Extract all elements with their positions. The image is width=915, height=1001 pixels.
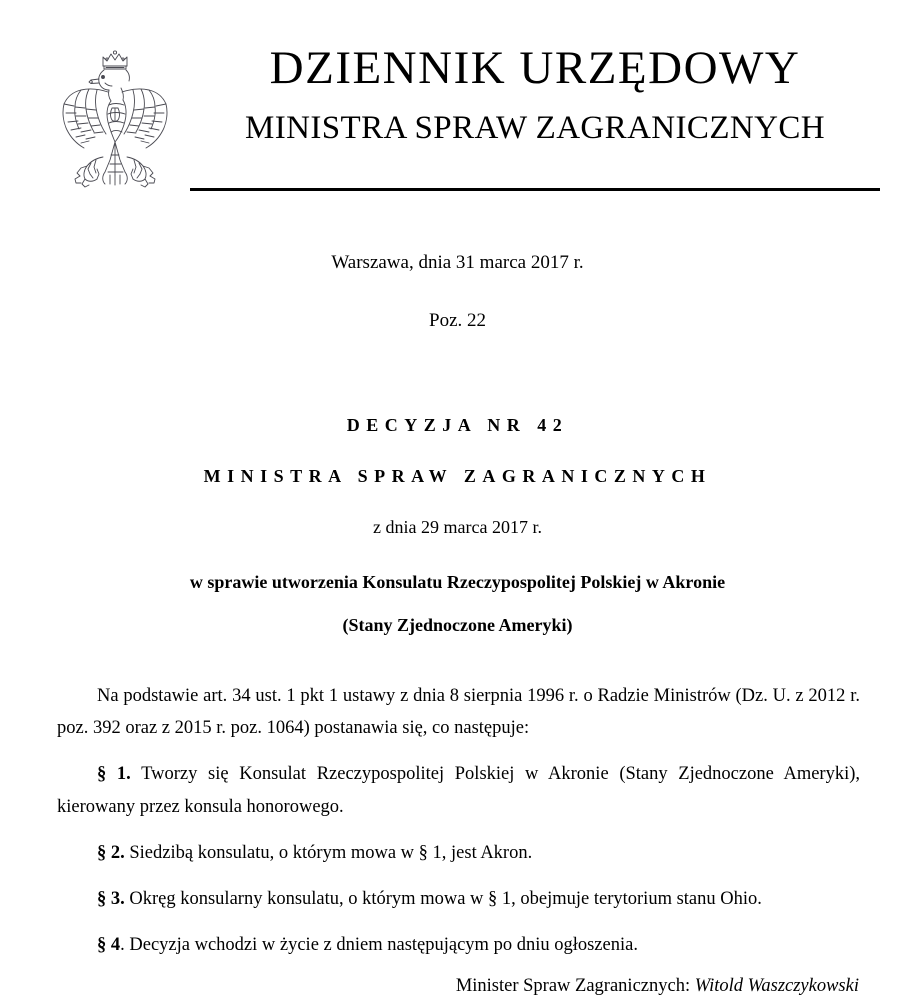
section-paragraph-2 [57, 837, 860, 870]
masthead-titles [190, 44, 880, 146]
section-marker-2: § 2. [97, 843, 125, 864]
polish-eagle-emblem-icon [55, 42, 175, 197]
section-marker-3: § 3. [97, 889, 125, 910]
decision-subject [0, 572, 915, 636]
document-body [0, 680, 915, 1001]
publication-subtitle: MINISTRA SPRAW ZAGRANICZNYCH [245, 109, 825, 146]
section-text-1: Tworzy się Konsulat Rzeczypospolitej Polskiej w Akronie (Stany Zjednoczone Ameryki), kierowany przez konsula honorowego. [57, 764, 861, 818]
publication-title: DZIENNIK URZĘDOWY [269, 42, 801, 94]
section-text-3: Okręg konsularny konsulatu, o którym mowa w § 1, obejmuje terytorium stanu Ohio. [124, 889, 762, 910]
section-paragraph-3 [57, 883, 860, 916]
section-marker-4: § 4 [97, 935, 121, 956]
section-text-2: Siedzibą konsulatu, o którym mowa w § 1, jest Akron. [124, 843, 533, 864]
decision-subject-line-1: w sprawie utworzenia Konsulatu Rzeczypospolitej Polskiej w Akronie [189, 572, 726, 593]
signature-name: Witold Waszczykowski [694, 976, 859, 997]
signature-office: Minister Spraw Zagranicznych: [455, 976, 691, 997]
issue-place-date: Warszawa, dnia 31 marca 2017 r. [331, 252, 584, 273]
section-marker-1: § 1. [97, 764, 131, 785]
decision-date: z dnia 29 marca 2017 r. [373, 516, 542, 537]
section-text-4: . Decyzja wchodzi w życie z dniem następującym po dniu ogłoszenia. [120, 935, 638, 956]
decision-heading [0, 415, 915, 539]
decision-subject-line-2: (Stany Zjednoczone Ameryki) [342, 614, 573, 635]
section-paragraph-1 [57, 758, 860, 824]
decision-authority: MINISTRA SPRAW ZAGRANICZNYCH [203, 466, 712, 487]
masthead [0, 0, 915, 200]
decision-number: DECYZJA NR 42 [346, 414, 569, 435]
issue-info [0, 252, 915, 333]
masthead-divider [190, 188, 880, 191]
preamble-paragraph: Na podstawie art. 34 ust. 1 pkt 1 ustawy z dnia 8 sierpnia 1996 r. o Radzie Ministrów (Dz. U. z 2012 r. poz. 392 oraz z 2015 r. poz. 1064) postanawia się, co następuje: [57, 685, 860, 739]
issue-position: Poz. 22 [429, 309, 486, 331]
section-paragraph-4 [57, 929, 860, 962]
signature-block [57, 973, 860, 1001]
